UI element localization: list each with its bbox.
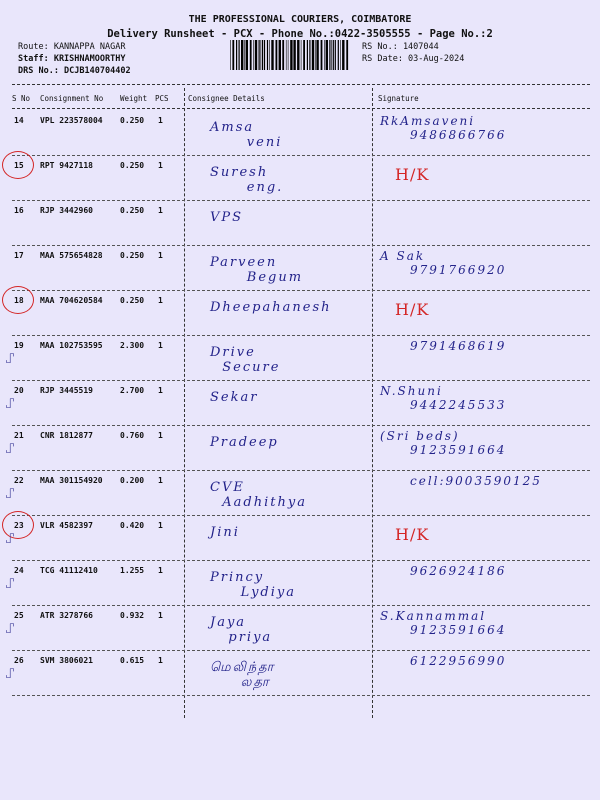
table-row <box>0 607 600 651</box>
table-row <box>0 157 600 201</box>
table-row <box>0 292 600 336</box>
row-divider <box>12 245 590 246</box>
row-divider <box>12 335 590 336</box>
consignee-handwriting: Pradeep <box>210 435 279 450</box>
table-row <box>0 202 600 246</box>
row-divider <box>12 695 590 696</box>
row-sno: 20 <box>14 386 24 395</box>
signature-phone-handwriting: cell:9003590125 <box>410 474 542 488</box>
signature-phone-handwriting: 9626924186 <box>410 564 507 578</box>
row-divider <box>12 515 590 516</box>
row-weight: 0.615 <box>120 656 145 665</box>
table-row <box>0 652 600 696</box>
drs-number: DRS No.: DCJB140704402 <box>18 66 131 76</box>
row-divider <box>12 290 590 291</box>
consignee-handwriting: Suresh eng. <box>210 165 284 195</box>
header-divider-top <box>12 84 590 85</box>
table-row <box>0 382 600 426</box>
table-row <box>0 427 600 471</box>
signature-handwriting: A Sak <box>380 249 426 263</box>
row-sno: 23 <box>14 521 24 530</box>
row-divider <box>12 560 590 561</box>
row-sno: 14 <box>14 116 24 125</box>
consignee-handwriting: Princy Lydiya <box>210 570 296 600</box>
tick-mark: ⑀ <box>6 531 15 547</box>
tick-mark: ⑀ <box>6 621 15 637</box>
rs-date: RS Date: 03-Aug-2024 <box>362 54 465 64</box>
row-pcs: 1 <box>158 206 163 215</box>
row-consignment-no: MAA 704620584 <box>40 296 103 305</box>
signature-phone-handwriting: 9791468619 <box>410 339 507 353</box>
red-circle-mark <box>2 151 34 179</box>
row-divider <box>12 380 590 381</box>
signature-phone-handwriting: 9123591664 <box>410 623 507 637</box>
col-sno: S No <box>12 94 31 103</box>
signature-handwriting: N.Shuni <box>380 384 443 398</box>
row-sno: 18 <box>14 296 24 305</box>
row-consignment-no: VLR 4582397 <box>40 521 93 530</box>
signature-handwriting: RkAmsaveni <box>380 114 476 128</box>
rs-number: RS No.: 1407044 <box>362 42 439 52</box>
table-row <box>0 562 600 606</box>
row-pcs: 1 <box>158 431 163 440</box>
row-weight: 0.250 <box>120 251 145 260</box>
col-consignment: Consignment No <box>40 94 104 103</box>
row-weight: 2.700 <box>120 386 145 395</box>
row-pcs: 1 <box>158 566 163 575</box>
table-row <box>0 517 600 561</box>
row-pcs: 1 <box>158 611 163 620</box>
row-consignment-no: CNR 1812877 <box>40 431 93 440</box>
row-weight: 2.300 <box>120 341 145 350</box>
row-divider <box>12 425 590 426</box>
undelivered-mark: H/K <box>395 300 430 319</box>
row-consignment-no: MAA 102753595 <box>40 341 103 350</box>
tick-mark: ⑀ <box>6 666 15 682</box>
row-weight: 0.250 <box>120 116 145 125</box>
row-weight: 0.760 <box>120 431 145 440</box>
undelivered-mark: H/K <box>395 525 430 544</box>
row-sno: 24 <box>14 566 24 575</box>
row-consignment-no: SVM 3806021 <box>40 656 93 665</box>
barcode-image <box>230 40 350 70</box>
row-sno: 16 <box>14 206 24 215</box>
row-consignment-no: ATR 3278766 <box>40 611 93 620</box>
row-divider <box>12 470 590 471</box>
row-pcs: 1 <box>158 521 163 530</box>
row-pcs: 1 <box>158 161 163 170</box>
signature-handwriting: (Sri beds) <box>380 429 460 443</box>
row-consignment-no: RJP 3445519 <box>40 386 93 395</box>
row-sno: 21 <box>14 431 24 440</box>
row-consignment-no: MAA 301154920 <box>40 476 103 485</box>
row-sno: 17 <box>14 251 24 260</box>
tick-mark: ⑀ <box>6 576 15 592</box>
row-pcs: 1 <box>158 656 163 665</box>
row-consignment-no: VPL 223578004 <box>40 116 103 125</box>
row-sno: 22 <box>14 476 24 485</box>
table-row <box>0 247 600 291</box>
row-weight: 0.250 <box>120 161 145 170</box>
signature-handwriting: S.Kannammal <box>380 609 487 623</box>
row-pcs: 1 <box>158 116 163 125</box>
consignee-handwriting: Parveen Begum <box>210 255 304 285</box>
signature-phone-handwriting: 9442245533 <box>410 398 507 412</box>
table-row <box>0 112 600 156</box>
red-circle-mark <box>2 286 34 314</box>
route-label: Route: KANNAPPA NAGAR <box>18 42 126 52</box>
runsheet-title: Delivery Runsheet - PCX - Phone No.:0422-3505555 - Page No.:2 <box>107 28 493 40</box>
tick-mark: ⑀ <box>6 486 15 502</box>
row-consignment-no: RJP 3442960 <box>40 206 93 215</box>
signature-phone-handwriting: 6122956990 <box>410 654 507 668</box>
tick-mark: ⑀ <box>6 441 15 457</box>
consignee-handwriting: CVE Aadhithya <box>210 480 307 510</box>
consignee-handwriting: VPS <box>210 210 244 225</box>
row-weight: 0.200 <box>120 476 145 485</box>
undelivered-mark: H/K <box>395 165 430 184</box>
row-weight: 0.420 <box>120 521 145 530</box>
row-pcs: 1 <box>158 476 163 485</box>
row-divider <box>12 200 590 201</box>
row-weight: 1.255 <box>120 566 145 575</box>
col-signature: Signature <box>378 94 419 103</box>
consignee-handwriting: Sekar <box>210 390 259 405</box>
row-weight: 0.250 <box>120 296 145 305</box>
company-title: THE PROFESSIONAL COURIERS, COIMBATORE <box>188 14 412 25</box>
row-divider <box>12 155 590 156</box>
table-row <box>0 337 600 381</box>
row-sno: 19 <box>14 341 24 350</box>
row-consignment-no: MAA 575654828 <box>40 251 103 260</box>
row-pcs: 1 <box>158 296 163 305</box>
consignee-handwriting: Jini <box>210 525 240 540</box>
row-sno: 15 <box>14 161 24 170</box>
tick-mark: ⑀ <box>6 396 15 412</box>
row-consignment-no: RPT 9427118 <box>40 161 93 170</box>
consignee-handwriting: Dheepahanesh <box>210 300 332 315</box>
row-pcs: 1 <box>158 341 163 350</box>
col-consignee: Consignee Details <box>188 94 265 103</box>
row-pcs: 1 <box>158 251 163 260</box>
table-row <box>0 472 600 516</box>
row-weight: 0.932 <box>120 611 145 620</box>
row-consignment-no: TCG 41112410 <box>40 566 98 575</box>
row-pcs: 1 <box>158 386 163 395</box>
col-weight: Weight <box>120 94 148 103</box>
consignee-handwriting: மெலிந்தா லதா <box>210 660 276 690</box>
tick-mark: ⑀ <box>6 351 15 367</box>
consignee-handwriting: Drive Secure <box>210 345 281 375</box>
row-sno: 26 <box>14 656 24 665</box>
col-pcs: PCS <box>155 94 169 103</box>
signature-phone-handwriting: 9486866766 <box>410 128 507 142</box>
header-divider-bottom <box>12 108 590 109</box>
consignee-handwriting: Jaya priya <box>210 615 273 645</box>
row-sno: 25 <box>14 611 24 620</box>
consignee-handwriting: Amsa veni <box>210 120 283 150</box>
staff-label: Staff: KRISHNAMOORTHY <box>18 54 126 64</box>
row-weight: 0.250 <box>120 206 145 215</box>
signature-phone-handwriting: 9791766920 <box>410 263 507 277</box>
signature-phone-handwriting: 9123591664 <box>410 443 507 457</box>
row-divider <box>12 605 590 606</box>
row-divider <box>12 650 590 651</box>
